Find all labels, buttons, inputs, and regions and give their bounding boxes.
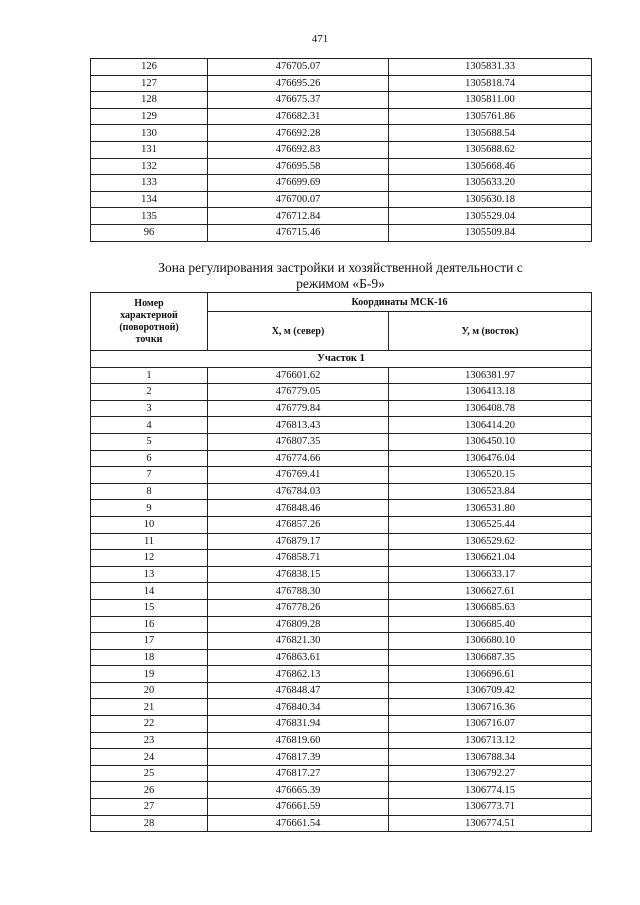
y-coordinate-cell: 1305688.54	[389, 125, 592, 142]
point-number-cell: 7	[91, 467, 208, 484]
point-number-cell: 19	[91, 666, 208, 683]
point-number-cell: 133	[91, 175, 208, 192]
point-number-cell: 4	[91, 417, 208, 434]
point-number-cell: 25	[91, 765, 208, 782]
x-coordinate-cell: 476715.46	[208, 224, 389, 241]
x-coordinate-cell: 476774.66	[208, 450, 389, 467]
x-coordinate-cell: 476682.31	[208, 108, 389, 125]
x-coordinate-cell: 476807.35	[208, 433, 389, 450]
y-coordinate-cell: 1306627.61	[389, 583, 592, 600]
point-number-cell: 26	[91, 782, 208, 799]
table-row	[91, 450, 592, 467]
point-number-header	[91, 293, 208, 351]
point-number-cell: 131	[91, 141, 208, 158]
table-row	[91, 467, 592, 484]
y-coordinate-cell: 1306531.80	[389, 500, 592, 517]
y-coordinate-cell: 1306529.62	[389, 533, 592, 550]
x-coordinate-cell: 476705.07	[208, 59, 389, 76]
table-row	[91, 483, 592, 500]
y-coordinate-cell: 1306773.71	[389, 799, 592, 816]
y-coordinate-cell: 1305529.04	[389, 208, 592, 225]
y-coordinate-cell: 1306709.42	[389, 682, 592, 699]
x-column-header: X, м (север)	[208, 312, 389, 351]
table-row	[91, 516, 592, 533]
x-coordinate-cell: 476675.37	[208, 92, 389, 109]
table-row	[91, 815, 592, 832]
point-number-cell: 17	[91, 633, 208, 650]
y-column-header: У, м (восток)	[389, 312, 592, 351]
point-number-cell: 130	[91, 125, 208, 142]
zone-heading-line2: режимом «Б-9»	[296, 276, 385, 291]
x-coordinate-cell: 476695.58	[208, 158, 389, 175]
x-coordinate-cell: 476862.13	[208, 666, 389, 683]
table-row	[91, 500, 592, 517]
y-coordinate-cell: 1306774.15	[389, 782, 592, 799]
y-coordinate-cell: 1306450.10	[389, 433, 592, 450]
table-row	[91, 208, 592, 225]
x-coordinate-cell: 476858.71	[208, 550, 389, 567]
table-row	[91, 108, 592, 125]
y-coordinate-cell: 1305688.62	[389, 141, 592, 158]
zone-heading-line1: Зона регулирования застройки и хозяйственной деятельности с	[158, 260, 523, 275]
y-coordinate-cell: 1306408.78	[389, 400, 592, 417]
table-row	[91, 125, 592, 142]
y-coordinate-cell: 1306687.35	[389, 649, 592, 666]
point-number-cell: 16	[91, 616, 208, 633]
point-number-cell: 8	[91, 483, 208, 500]
y-coordinate-cell: 1305668.46	[389, 158, 592, 175]
table-row	[91, 649, 592, 666]
x-coordinate-cell: 476779.84	[208, 400, 389, 417]
x-coordinate-cell: 476813.43	[208, 417, 389, 434]
table-row	[91, 400, 592, 417]
y-coordinate-cell: 1306680.10	[389, 633, 592, 650]
table-row	[91, 666, 592, 683]
x-coordinate-cell: 476879.17	[208, 533, 389, 550]
coordinates-group-header: Координаты МСК-16	[208, 293, 592, 312]
x-coordinate-cell: 476831.94	[208, 716, 389, 733]
header-line: характерной	[120, 309, 178, 321]
point-number-cell: 126	[91, 59, 208, 76]
y-coordinate-cell: 1305811.00	[389, 92, 592, 109]
table-row	[91, 175, 592, 192]
table-row	[91, 599, 592, 616]
table-row	[91, 682, 592, 699]
point-number-cell: 3	[91, 400, 208, 417]
y-coordinate-cell: 1305633.20	[389, 175, 592, 192]
y-coordinate-cell: 1306525.44	[389, 516, 592, 533]
point-number-cell: 9	[91, 500, 208, 517]
x-coordinate-cell: 476692.83	[208, 141, 389, 158]
point-number-cell: 11	[91, 533, 208, 550]
x-coordinate-cell: 476863.61	[208, 649, 389, 666]
y-coordinate-cell: 1306633.17	[389, 566, 592, 583]
x-coordinate-cell: 476857.26	[208, 516, 389, 533]
x-coordinate-cell: 476848.47	[208, 682, 389, 699]
table-row	[91, 732, 592, 749]
x-coordinate-cell: 476838.15	[208, 566, 389, 583]
table-row	[91, 616, 592, 633]
point-number-cell: 18	[91, 649, 208, 666]
x-coordinate-cell: 476700.07	[208, 191, 389, 208]
table-row	[91, 367, 592, 384]
y-coordinate-cell: 1306713.12	[389, 732, 592, 749]
table-row	[91, 92, 592, 109]
point-number-cell: 24	[91, 749, 208, 766]
y-coordinate-cell: 1306523.84	[389, 483, 592, 500]
x-coordinate-cell: 476661.54	[208, 815, 389, 832]
y-coordinate-cell: 1306716.36	[389, 699, 592, 716]
point-number-cell: 21	[91, 699, 208, 716]
y-coordinate-cell: 1306685.63	[389, 599, 592, 616]
table-row	[91, 699, 592, 716]
point-number-cell: 1	[91, 367, 208, 384]
point-number-cell: 22	[91, 716, 208, 733]
table-row	[91, 533, 592, 550]
x-coordinate-cell: 476809.28	[208, 616, 389, 633]
x-coordinate-cell: 476779.05	[208, 384, 389, 401]
table-row	[91, 75, 592, 92]
table-row	[91, 191, 592, 208]
point-number-cell: 10	[91, 516, 208, 533]
header-line: Номер	[134, 297, 164, 309]
point-number-cell: 5	[91, 433, 208, 450]
point-number-cell: 14	[91, 583, 208, 600]
table-row	[91, 158, 592, 175]
point-number-cell: 135	[91, 208, 208, 225]
x-coordinate-cell: 476712.84	[208, 208, 389, 225]
y-coordinate-cell: 1305509.84	[389, 224, 592, 241]
y-coordinate-cell: 1306381.97	[389, 367, 592, 384]
header-line: (поворотной)	[119, 321, 179, 333]
y-coordinate-cell: 1306621.04	[389, 550, 592, 567]
x-coordinate-cell: 476784.03	[208, 483, 389, 500]
table-row	[91, 765, 592, 782]
table-row	[91, 799, 592, 816]
point-number-cell: 13	[91, 566, 208, 583]
table-row	[91, 782, 592, 799]
point-number-cell: 127	[91, 75, 208, 92]
y-coordinate-cell: 1306716.07	[389, 716, 592, 733]
section-label: Участок 1	[91, 351, 592, 368]
y-coordinate-cell: 1306774.51	[389, 815, 592, 832]
table-row	[91, 550, 592, 567]
y-coordinate-cell: 1306476.04	[389, 450, 592, 467]
x-coordinate-cell: 476848.46	[208, 500, 389, 517]
table-body	[91, 59, 592, 242]
x-coordinate-cell: 476819.60	[208, 732, 389, 749]
x-coordinate-cell: 476817.27	[208, 765, 389, 782]
table-row	[91, 566, 592, 583]
x-coordinate-cell: 476661.59	[208, 799, 389, 816]
y-coordinate-cell: 1306685.40	[389, 616, 592, 633]
point-number-cell: 12	[91, 550, 208, 567]
table-row	[91, 141, 592, 158]
x-coordinate-cell: 476695.26	[208, 75, 389, 92]
table-row	[91, 716, 592, 733]
table-row	[91, 417, 592, 434]
zone-heading	[90, 260, 591, 292]
point-number-cell: 129	[91, 108, 208, 125]
point-number-cell: 20	[91, 682, 208, 699]
x-coordinate-cell: 476769.41	[208, 467, 389, 484]
table-row	[91, 583, 592, 600]
page-number: 471	[311, 33, 329, 45]
point-number-cell: 134	[91, 191, 208, 208]
point-number-cell: 15	[91, 599, 208, 616]
x-coordinate-cell: 476778.26	[208, 599, 389, 616]
point-number-cell: 28	[91, 815, 208, 832]
point-number-cell: 6	[91, 450, 208, 467]
y-coordinate-cell: 1306520.15	[389, 467, 592, 484]
table-row	[91, 633, 592, 650]
point-number-cell: 27	[91, 799, 208, 816]
y-coordinate-cell: 1305761.86	[389, 108, 592, 125]
point-number-cell: 2	[91, 384, 208, 401]
table-row	[91, 433, 592, 450]
point-number-cell: 128	[91, 92, 208, 109]
point-number-cell: 132	[91, 158, 208, 175]
x-coordinate-cell: 476692.28	[208, 125, 389, 142]
x-coordinate-cell: 476817.39	[208, 749, 389, 766]
x-coordinate-cell: 476601.62	[208, 367, 389, 384]
table-row	[91, 384, 592, 401]
coordinates-table-continued	[90, 58, 592, 242]
x-coordinate-cell: 476788.30	[208, 583, 389, 600]
y-coordinate-cell: 1306413.18	[389, 384, 592, 401]
y-coordinate-cell: 1305818.74	[389, 75, 592, 92]
y-coordinate-cell: 1306414.20	[389, 417, 592, 434]
y-coordinate-cell: 1305630.18	[389, 191, 592, 208]
y-coordinate-cell: 1306696.61	[389, 666, 592, 683]
x-coordinate-cell: 476821.30	[208, 633, 389, 650]
point-number-cell: 23	[91, 732, 208, 749]
y-coordinate-cell: 1306792.27	[389, 765, 592, 782]
point-number-cell: 96	[91, 224, 208, 241]
coordinates-table-b9	[90, 292, 592, 832]
y-coordinate-cell: 1305831.33	[389, 59, 592, 76]
table-row	[91, 224, 592, 241]
x-coordinate-cell: 476840.34	[208, 699, 389, 716]
table-row	[91, 749, 592, 766]
header-line: точки	[135, 333, 163, 345]
table-row	[91, 59, 592, 76]
table-body	[91, 367, 592, 832]
y-coordinate-cell: 1306788.34	[389, 749, 592, 766]
x-coordinate-cell: 476665.39	[208, 782, 389, 799]
x-coordinate-cell: 476699.69	[208, 175, 389, 192]
